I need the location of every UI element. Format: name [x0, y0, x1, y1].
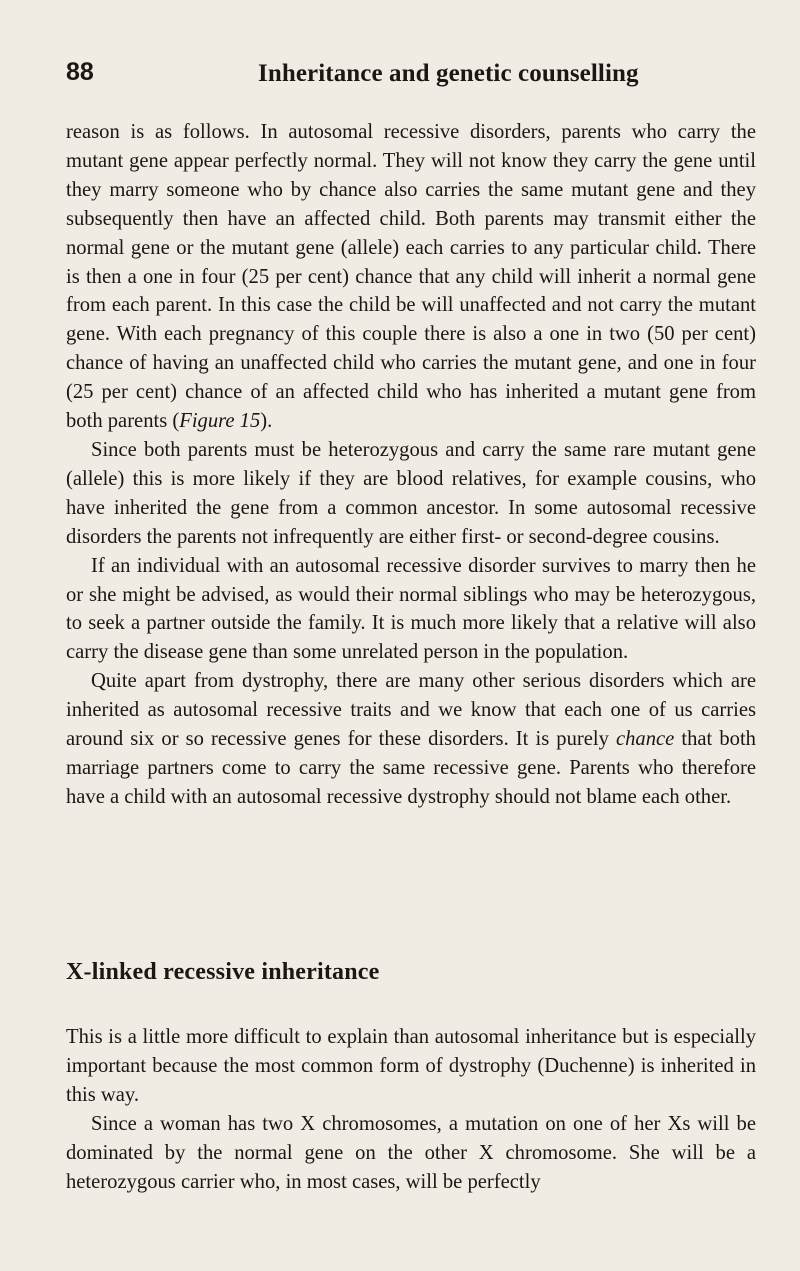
body-text	[66, 118, 756, 812]
paragraph-text: reason is as follows. In autosomal recessive disorders, parents who carry the mutant gene appear perfectly normal. They will not know they carry the gene until they marry someone who by chance also carries the same mutant gene and they subsequently then have an affected child. Both parents may transmit either the normal gene or the mutant gene (allele) each carries to any particular child. There is then a one in four (25 per cent) chance that any child will inherit a normal gene from each parent. In this case the child be will unaffected and not carry the mutant gene. With each pregnancy of this couple there is also a one in two (50 per cent) chance of having an unaffected child who carries the mutant gene, and one in four (25 per cent) chance of an affected child who has inherited a mutant gene from both parents (	[66, 121, 756, 433]
paragraph-text: Quite apart from dystrophy, there are many other serious disorders which are inherited as autosomal recessive traits and we know that each one of us carries around six or so recessive genes for these disorders. It is purely	[66, 670, 756, 751]
paragraph-marriage-advice: If an individual with an autosomal recessive disorder survives to marry then he or she might be advised, as would their normal siblings who may be heterozygous, to seek a partner outside the family. It is much more likely that a relative will also carry the disease gene than some unrelated person in the population.	[66, 554, 756, 664]
section-heading: X-linked recessive inheritance	[66, 959, 380, 985]
section-paragraph: This is a little more difficult to explain than autosomal inheritance but is especially important because the most common form of dystrophy (Duchenne) is inherited in this way.	[66, 1026, 756, 1106]
figure-reference: Figure 15	[179, 410, 261, 433]
paragraph-recessive-traits	[66, 667, 756, 812]
paragraph-heterozygous-parents: Since both parents must be heterozygous and carry the same rare mutant gene (allele) this is more likely if they are blood relatives, for example cousins, who have inherited the gene from a common ancestor. In some autosomal recessive disorders the parents not infrequently are either first- or second-degree cousins.	[66, 438, 756, 548]
section-x-linked	[66, 956, 756, 1196]
section-paragraph: Since a woman has two X chromosomes, a mutation on one of her Xs will be dominated by the normal gene on the other X chromosome. She will be a heterozygous carrier who, in most cases, will be perfectly	[66, 1112, 756, 1193]
section-text	[66, 1023, 756, 1196]
page-number: 88	[66, 58, 94, 86]
paragraph-continued	[66, 118, 756, 436]
paragraph-text: that both marriage partners come to carry the same recessive gene. Parents who therefore have a child with an autosomal recessive dystrophy should not blame each other.	[66, 728, 756, 808]
running-header	[66, 58, 746, 98]
paragraph-text: ).	[260, 410, 273, 433]
running-title: Inheritance and genetic counselling	[258, 60, 639, 87]
emphasis-chance: chance	[616, 728, 675, 751]
